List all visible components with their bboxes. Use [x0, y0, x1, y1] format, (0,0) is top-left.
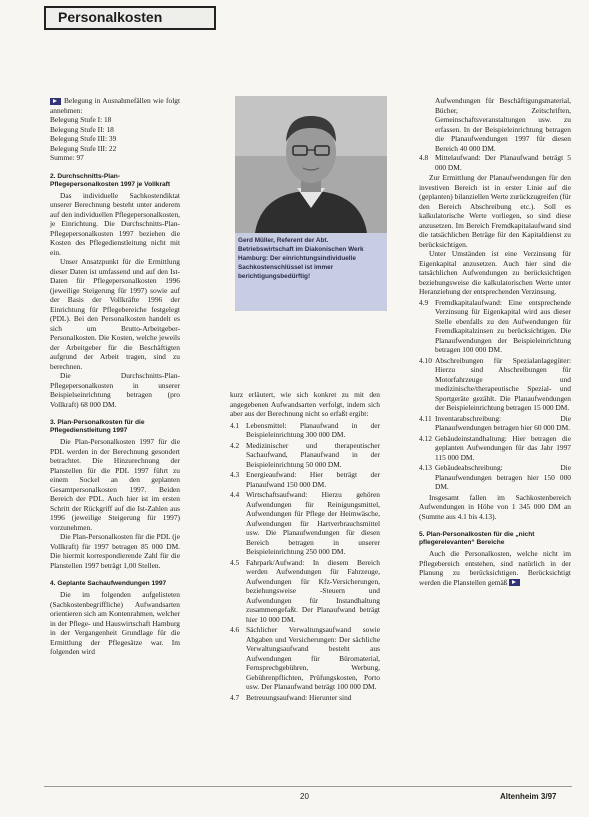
list-item: 4.7 Betreuungsaufwand: Hierunter sind: [230, 692, 352, 702]
paragraph: Aufwendungen für Beschäftigungsmaterial, Bücher, Zeitschriften, Gemeinschaftsveranstaltungen usw. zu erfassen. In der Beispieleinrichtung betragen die Planaufwendungen 1997 für diesen Bereich 40 000 DM.: [435, 96, 571, 153]
list-item: 4.9 Fremdkapitalaufwand: Eine entsprechende Verzinsung für Eigenkapital wird aus dieser Stelle ebenfalls zu den Aufwendungen für Fremdkapitalzinsen zu berücksichtigen. Die Planaufwendungen der Beispieleinrichtung betragen 100 000 DM.: [419, 297, 571, 354]
list-item: 4.10 Abschreibungen für Spezialanlagegüter: Hierzu sind Abschreibungen für Motorfahrzeuge und medizinische/therapeutische Spezial- und Sportgeräte gezählt. Die Planaufwendungen der Beispieleinrichtung betragen 15 000 DM.: [419, 355, 571, 412]
level-sum: Summe: 97: [50, 153, 84, 162]
list-item: 4.13 Gebäudeabschreibung: Die Planaufwendungen betragen hier 150 000 DM.: [419, 463, 571, 491]
column-left: [50, 96, 180, 657]
list-item: 4.6 Sächlicher Verwaltungsaufwand sowie Abgaben und Versicherungen: Der sächliche Verwaltungsaufwand besteht aus Aufwendungen für Büromaterial, Fernsprechgebühren, Werbung, Gebührenpflichten, Prüfungskosten, Porto usw. Der Planaufwand beträgt 100 000 DM.: [230, 625, 380, 691]
list-item: 4.12 Gebäudeinstandhaltung: Hier betragen die geplanten Aufwendungen für das Jahr 1997 115 000 DM.: [419, 433, 571, 462]
arrow-bullet-icon: [50, 98, 61, 105]
paragraph: Die Plan-Personalkosten für die PDL (je Vollkraft) für 1997 betragen 85 000 DM. Die hiermit korrespondierende Zahl für die Planstellen 1997 beträgt 1,00 Stellen.: [50, 532, 180, 570]
paragraph: kurz erläutert, wie sich konkret zu mit den angegebenen Aufwandsarten verfolgt, indem sich aber aus der Berechnung nicht so erfaßt ergibt:: [230, 390, 380, 418]
portrait-photo-icon: [235, 96, 387, 233]
list-item: 4.3 Energieaufwand: Hier beträgt der Planaufwand 150 000 DM.: [230, 470, 380, 489]
list-item: 4.11 Inventarabschreibung: Die Planaufwendungen betragen hier 60 000 DM.: [419, 413, 571, 432]
intro-paragraph: Belegung in Ausnahmefällen wie folgt annehmen:: [50, 96, 180, 115]
section-heading: 2. Durchschnitts-Plan-Pflegepersonalkosten 1997 je Vollkraft: [50, 172, 171, 188]
paragraph: Die Durchschnitts-Plan-Pflegepersonalkosten in unserer Beispielseinrichtung betragen (pro Vollkraft) 68 000 DM.: [50, 371, 180, 409]
paragraph: Unser Ansatzpunkt für die Ermittlung dieser Daten ist umfassend und auf den Ist-Daten für Pflegepersonalkosten 1996 (jeweilige Steigerung für 1997) sowie auf der Basis der Vollkräfte 1996 der Einrichtung für Pflegebereiche festgelegt (PDL). Bei den Personalkosten handelt es sich um Brutto-Arbeitgeber-Personalkosten. Die Kosten, welche jeweils der Arbeitgeber für die Beschäftigten aufgrund der Arbeit tragen, sind zu berechnen.: [50, 257, 180, 371]
footer-rule: [44, 786, 572, 787]
page-number: 20: [300, 792, 309, 801]
level-item: Belegung Stufe III: 39: [50, 134, 117, 143]
paragraph: Unter Umständen ist eine Verzinsung für Eigenkapital anzusetzen. Auch hier sind die tatsächlichen Aufwendungen zu berücksichtigen beziehungsweise die kalkulatorischen Werte unter Heranziehung der entsprechenden Verzinsung.: [419, 249, 571, 296]
list-item: 4.1 Lebensmittel: Planaufwand in der Beispieleinrichtung 300 000 DM.: [230, 420, 380, 439]
list-item: 4.2 Medizinischer und therapeutischer Sachaufwand, Planaufwand in der Beispieleinrichtung 50 000 DM.: [230, 440, 380, 469]
level-list: [50, 115, 180, 163]
paragraph: Die Plan-Personalkosten 1997 für die PDL werden in der Berechnung gesondert betrachtet. Die Hinzurechnung der Planstellen für die PDL 1997 führt zu einem Sockel an den geplanten Gesamtpersonalkosten 1997. Beiden Bereich der PDL. Auch hier ist im ersten Schritt der Rückgriff auf die Ist-Zahlen aus 1996 (jeweilige Steigerung für 1997) vorzunehmen.: [50, 437, 180, 532]
photo-caption: Gerd Müller, Referent der Abt. Betriebswirtschaft im Diakonischen Werk Hamburg: Der einrichtungsindividuelle Sachkostenschlüssel ist immer berichtigungsbedürftig!: [235, 233, 387, 311]
portrait-photo: [235, 96, 387, 233]
journal-issue: Altenheim 3/97: [500, 792, 557, 801]
paragraph: Zur Ermittlung der Planaufwendungen für den investiven Bereich ist in erster Linie auf die (geplanten) bilanziellen Werte zurückzugreifen (für den Bereich Abschreibung etc.). Soll es kalkulatorische Werte vorliegen, so sind diese anzusetzen. Im Bereich Fremdkapitalaufwand sind die tatsächlichen Beträge für den Kapitaldienst zu berücksichtigen.: [419, 173, 571, 249]
paragraph: Das individuelle Sachkostendiktat unserer Berechnung besteht unter anderem auf den individuellen Pflegepersonalkosten, je Einrichtung. Die Durchschnitts-Plan-Pflegepersonalkosten 1997 beziehen die Kosten des Pflegedienstleitung nicht mit ein.: [50, 190, 180, 257]
section-heading: 5. Plan-Personalkosten für die „nicht pflegerelevanten“ Bereiche: [419, 531, 535, 546]
list-item: 4.4 Wirtschaftsaufwand: Hierzu gehören Aufwendungen für Reinigungsmittel, Aufwendungen für Pflege der Heimwäsche, Aufwendungen für Hartverbrauchsmittel usw. Die Planaufwendungen für diesen Bereich betragen in unserer Beispieleinrichtung 250 000 DM.: [230, 490, 380, 556]
header-box: [44, 6, 216, 30]
paragraph: Die im folgenden aufgelisteten (Sachkostenbegriffliche) Aufwandsarten orientieren sich am Kontenrahmen, welcher in der Pflege- und Hauswirtschaft Hamburg in der Vergangenheit Grundlage für die Ermittlung der Pflegesätze war. Im folgenden wird: [50, 590, 180, 656]
column-middle: [230, 390, 380, 703]
end-mark-icon: [509, 579, 520, 586]
paragraph: Auch die Personalkosten, welche nicht im Pflegebereich entstehen, sind natürlich in der Planung zu berücksichtigen. Berücksichtigt werden die Planstellen gemäß: [419, 549, 571, 587]
column-right: [419, 96, 571, 587]
list-item: 4.8 Mittelaufwand: Der Planaufwand beträgt 5 000 DM.: [419, 153, 571, 172]
level-item: Belegung Stufe III: 22: [50, 143, 117, 153]
section-heading: 4. Geplante Sachaufwendungen 1997: [50, 580, 167, 587]
paragraph: Insgesamt fallen im Sachkostenbereich Aufwendungen in Höhe von 1 345 000 DM an (Summe aus 4.1 bis 4.13).: [419, 492, 571, 521]
level-item: Belegung Stufe II: 18: [50, 124, 114, 134]
section-heading: 3. Plan-Personalkosten für die Pflegedienstleitung 1997: [50, 419, 145, 434]
level-item: Belegung Stufe I: 18: [50, 115, 112, 124]
list-item: 4.5 Fahrpark/Aufwand: In diesem Bereich werden Aufwendungen für Fahrzeuge, Aufwendungen für Kfz-Versicherungen, beziehungsweise -Steuern und Aufwendungen für Instandhaltung zusammengefaßt. Der Planaufwand beträgt hier 10 000 DM.: [230, 557, 380, 624]
section-title: Personalkosten: [58, 9, 163, 25]
